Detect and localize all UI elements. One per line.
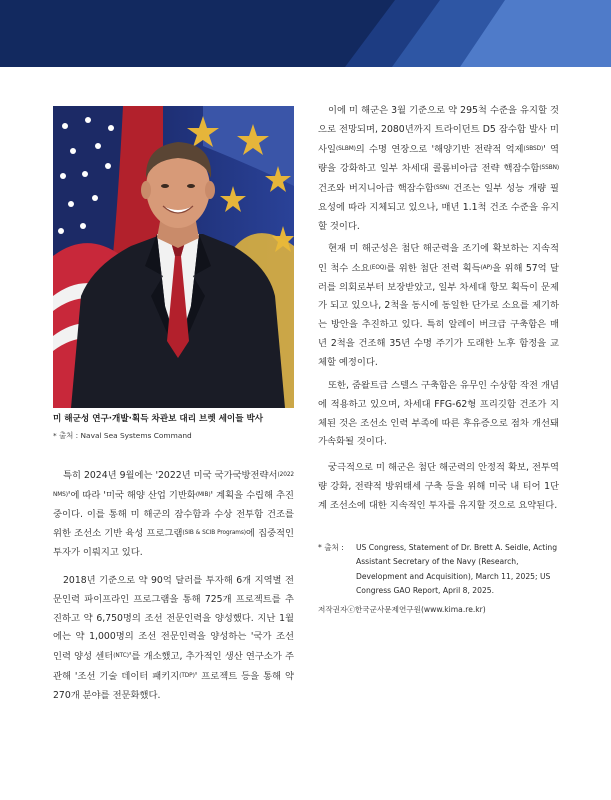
left-paragraph-2: 2018년 기준으로 약 90억 달러를 투자해 6개 지역별 전문인력 파이프라인 프로그램을 통해 725개 프로젝트를 추진하고 약 6,750명의 조선 전문인력을 양성했다. 지난 1월에는 약 1,000명의 조선 전문인력을 양성하는 '국가 조선 인력 양성 센터$^{(NTC)}$'를 개소했고, 추가적인 생산 연구소가 주관해 '조선 기술 데이터 패키지$^{(TDP)}$' 프로젝트 등을 통해 약 270개 분야를 전문화했다.: [53, 575, 295, 701]
right-paragraph-1: 이에 미 해군은 3월 기준으로 약 295척 수준을 유지할 것으로 전망되며, 2080년까지 트라이던트 D5 잠수함 발사 미사일$^{(SLBM)}$의 수명 연장으로 '해양기반 전략적 억제$^{(SBSD)}$' 역량을 강화하고 일부 차세대 콜롬비아급 전략 핵잠수함$^{(SSBN)}$ 건조와 버지니아급 핵잠수함$^{(SSN)}$ 건조는 일부 성능 개량 필요성에 따라 지체되고 있으나, 매년 1.1척 건조 수준을 유지할 것이다.: [318, 105, 559, 232]
right-paragraph-2: 현재 미 해군성은 첨단 해군력을 조기에 확보하는 지속적인 척수 소요$^{(EOQ)}$를 위한 첨단 전력 획득$^{(AP)}$을 위해 57억 달러를 의회로부터 보장받았고, 일부 차세대 항모 획득이 문제가 되고 있으나, 2척을 동시에 동일한 단가로 소요를 제기하는 방안을 추진하고 있다. 특히 알레이 버크급 구축함은 매년 2척을 건조해 35년 수명 주기가 도래한 노후 함정을 교체할 예정이다.: [318, 243, 559, 368]
photo-caption: 미 해군성 연구·개발·획득 차관보 대리 브렛 세이들 박사: [53, 414, 264, 424]
portrait-photo: [53, 106, 294, 408]
reference-note: [318, 541, 559, 598]
photo-source: * 출처 : Naval Sea Systems Command: [53, 431, 192, 440]
copyright-notice: 저작권자ⓒ한국군사문제연구원(www.kima.re.kr): [318, 605, 486, 614]
right-paragraph-3: 또한, 줌왈트급 스텔스 구축함은 유무인 수상함 작전 개념에 적용하고 있으며, 차세대 FFG-62형 프리깃함 건조가 지체된 것은 조선소 인력 부족에 따른 후유증으로 점차 개선돼 가속화될 것이다.: [318, 380, 559, 448]
reference-label: * 출처 :: [318, 543, 344, 552]
reference-text: US Congress, Statement of Dr. Brett A. Seidle, Acting Assistant Secretary of the Navy (Research, Development and Acquisition), March 11, 2025; US Congress GAO Report, April 8, 2025.: [356, 543, 558, 595]
right-paragraph-4: 궁극적으로 미 해군은 첨단 해군력의 안정적 확보, 전투역량 강화, 전략적 방위태세 구축 등을 위해 미국 내 티어 1단계 조선소에 대한 지속적인 투자를 유지할 것으로 요약된다.: [318, 462, 559, 511]
banner-decoration: [0, 0, 611, 67]
header-banner: [0, 0, 611, 67]
left-paragraph-1: 특히 2024년 9월에는 '2022년 미국 국가국방전략서$^{(2022 NMS)}$'에 따라 '미국 해양 산업 기반화$^{(MIB)}$' 계획을 수립해 추진 중이다. 이를 통해 미 해군의 잠수함과 수상 전투함 건조를 위한 조선소 기반 육성 프로그램$^{(SIB \& SCIB Programs)}$에 집중적인 투자가 이뤄지고 있다.: [53, 470, 295, 559]
